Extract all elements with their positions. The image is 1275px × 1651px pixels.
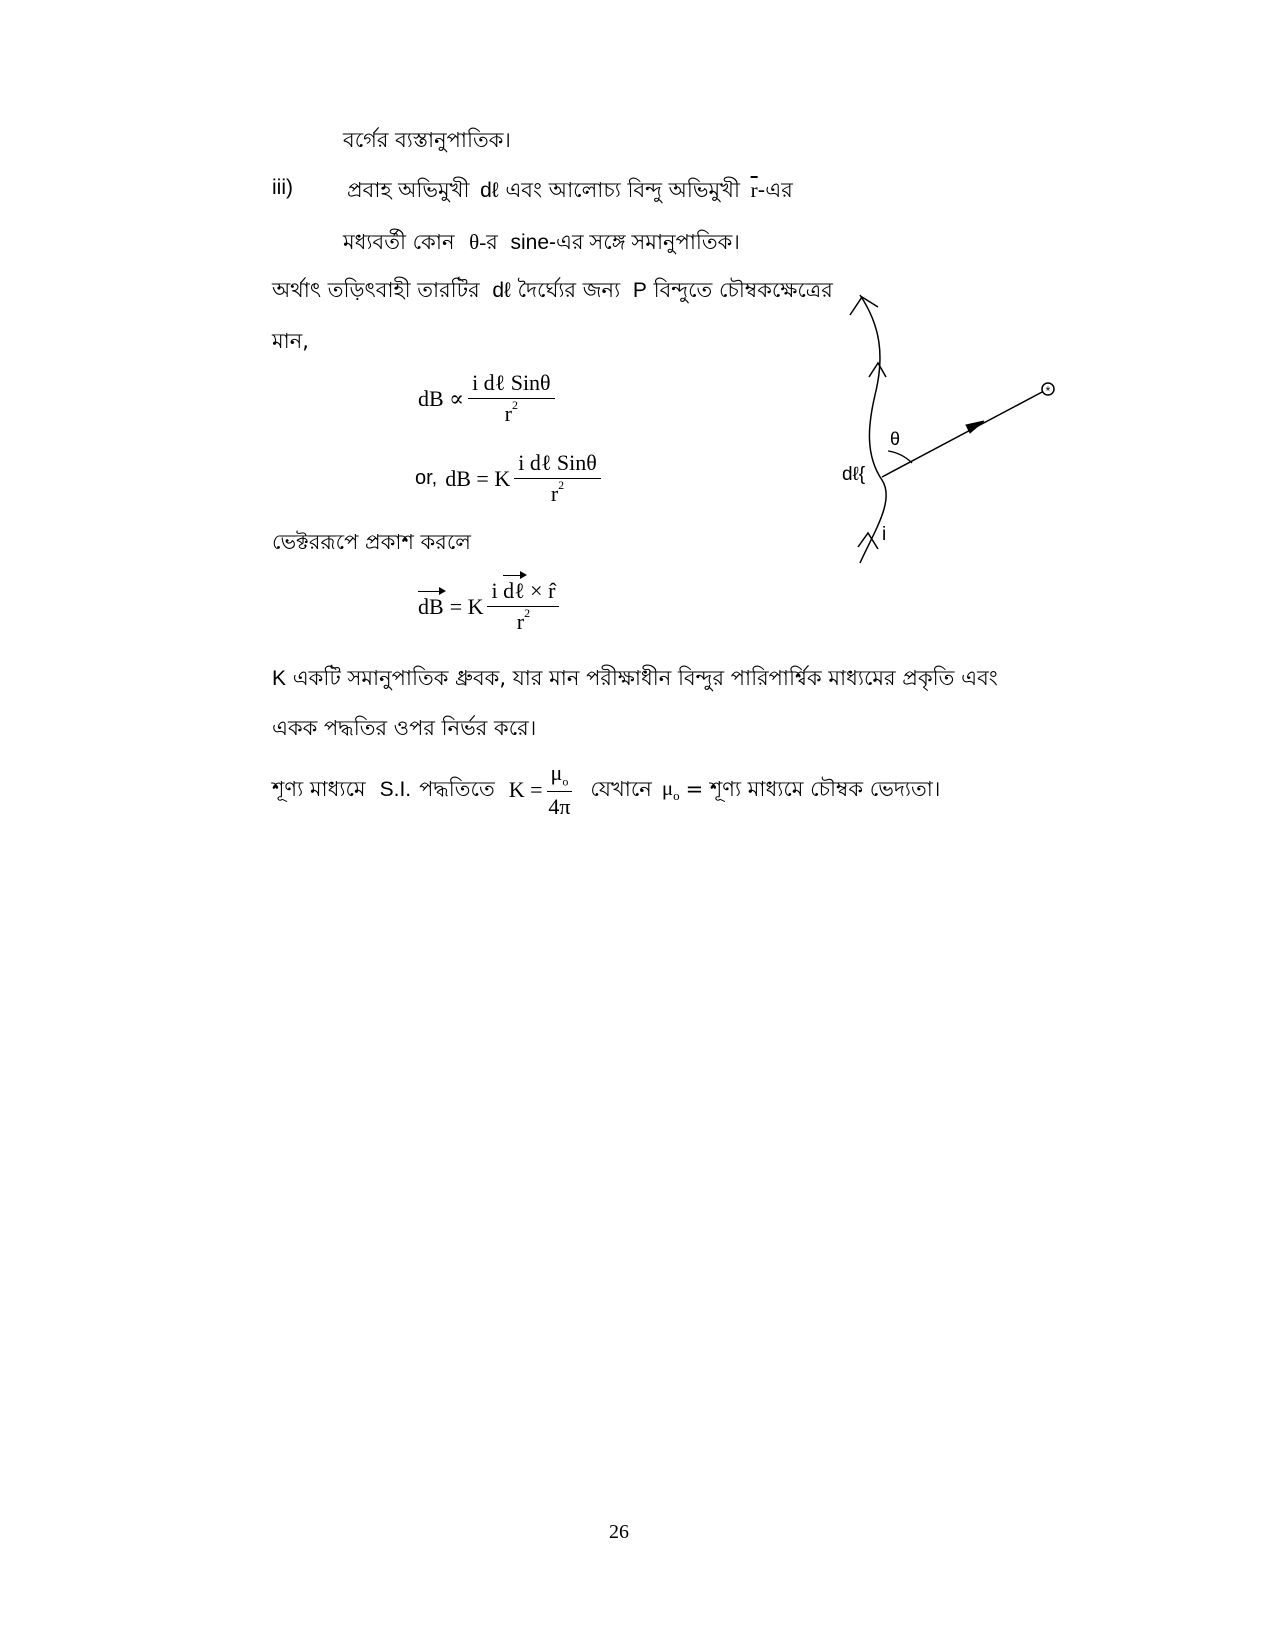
- item3-dl: dℓ: [480, 179, 499, 202]
- last-line: [272, 760, 940, 820]
- eq2-numerator: i dℓ Sinθ: [514, 450, 601, 479]
- equation-vector-dB: [418, 578, 559, 635]
- k-num-sub: o: [562, 774, 569, 789]
- equation-K: [509, 760, 573, 820]
- wire-arrow-top: [850, 297, 878, 315]
- item3-line2-a: মধ্যবর্তী কোন: [343, 230, 455, 254]
- eq3-denominator: [517, 607, 530, 635]
- dl-label: dℓ{: [842, 464, 866, 485]
- item3-line1: [347, 174, 793, 209]
- last-text-c: যেখানে: [590, 776, 652, 801]
- last-mu: [662, 776, 680, 804]
- last-mu-sub: o: [673, 788, 680, 804]
- item3-line2-b: sine-এর সঙ্গে সমানুপাতিক।: [510, 231, 740, 254]
- point-label: *: [1045, 384, 1051, 398]
- eq3-num-rest: × r̂: [530, 578, 556, 603]
- eq3-numerator: [487, 578, 559, 607]
- equation-dB-K: [415, 450, 601, 507]
- last-text-b: পদ্ধতিতে: [419, 776, 495, 801]
- theta-label: θ: [890, 429, 901, 449]
- k-fraction: [547, 760, 573, 820]
- position-vector-line: [882, 391, 1044, 477]
- eq3-dB-vector: dB: [418, 593, 444, 619]
- position-vector-arrow: [966, 421, 984, 433]
- k-numerator: [547, 760, 573, 792]
- page-number: 26: [609, 1521, 629, 1543]
- eq2-den-sup: 2: [558, 477, 565, 492]
- para1-text-b: দৈর্ঘ্যের জন্য: [517, 278, 621, 302]
- para2-line2: একক পদ্ধতির ওপর নির্ভর করে।: [272, 716, 537, 740]
- vector-form-text: ভেক্টররূপে প্রকাশ করলে: [272, 530, 471, 554]
- last-text-a: শূণ্য মাধ্যমে: [272, 776, 366, 801]
- eq1-lhs: dB ∝: [418, 385, 465, 411]
- eq3-den-r: r: [516, 609, 525, 634]
- theta-arc: [888, 451, 912, 463]
- wire-path: [860, 295, 886, 563]
- eq2-lhs: dB = K: [445, 465, 511, 491]
- para2-K: K: [272, 667, 287, 690]
- eq3-mid: = K: [449, 593, 484, 619]
- eq2-fraction: [514, 450, 601, 507]
- eq3-den-sup: 2: [524, 605, 531, 620]
- eq1-numerator: i dℓ Sinθ: [468, 370, 555, 399]
- k-denominator: 4π: [548, 794, 571, 820]
- para1-line1: [272, 274, 833, 309]
- item3-line2: [343, 226, 740, 261]
- k-num-mu: μ: [550, 760, 563, 785]
- eq2-den-r: r: [550, 481, 559, 506]
- item-label: iii): [272, 176, 293, 199]
- eq3-num-i: i: [491, 578, 498, 603]
- current-i-label: i: [882, 524, 887, 545]
- k-lhs: K =: [508, 777, 543, 803]
- last-mu-symbol: μ: [661, 776, 674, 801]
- current-element-diagram: [820, 285, 1080, 575]
- para1-P: P: [632, 279, 647, 302]
- eq2-or: or,: [415, 467, 438, 489]
- para2-text: একটি সমানুপাতিক ধ্রুবক, যার মান পরীক্ষাধীন বিন্দুর পারিপার্শ্বিক মাধ্যমের প্রকৃতি এবং: [292, 666, 998, 690]
- item3-r-vector: $\overline{r}$: [750, 178, 758, 202]
- para2-line1: [272, 662, 998, 697]
- text-line-1: বর্গের ব্যস্তানুপাতিক।: [343, 128, 511, 152]
- eq3-num-dl-vector: dℓ: [503, 578, 525, 603]
- eq2-denominator: [551, 479, 564, 507]
- item3-text-a: প্রবাহ অভিমুখী: [347, 178, 470, 202]
- item3-text-b: এবং আলোচ্য বিন্দু অভিমুখী: [505, 178, 740, 202]
- para1-dl: dℓ: [492, 279, 511, 302]
- para1-text-c: বিন্দুতে চৌম্বকক্ষেত্রের: [653, 278, 833, 302]
- eq1-fraction: [468, 370, 555, 427]
- item3-theta: θ-র: [469, 230, 498, 254]
- last-text-d: = শূণ্য মাধ্যমে চৌম্বক ভেদ্যতা।: [685, 776, 941, 801]
- last-si: S.I.: [379, 778, 412, 802]
- eq1-denominator: [505, 399, 518, 427]
- para1-text-a: অর্থাৎ তড়িৎবাহী তারটির: [272, 278, 480, 302]
- para1-line2: মান,: [272, 329, 309, 353]
- eq1-den-r: r: [504, 401, 512, 426]
- equation-dB-proportional: [418, 370, 555, 427]
- wire-arrow-mid: [869, 363, 886, 377]
- item3-text-c: -এর: [757, 178, 793, 202]
- eq1-den-sup: 2: [512, 397, 518, 412]
- eq3-fraction: [487, 578, 559, 635]
